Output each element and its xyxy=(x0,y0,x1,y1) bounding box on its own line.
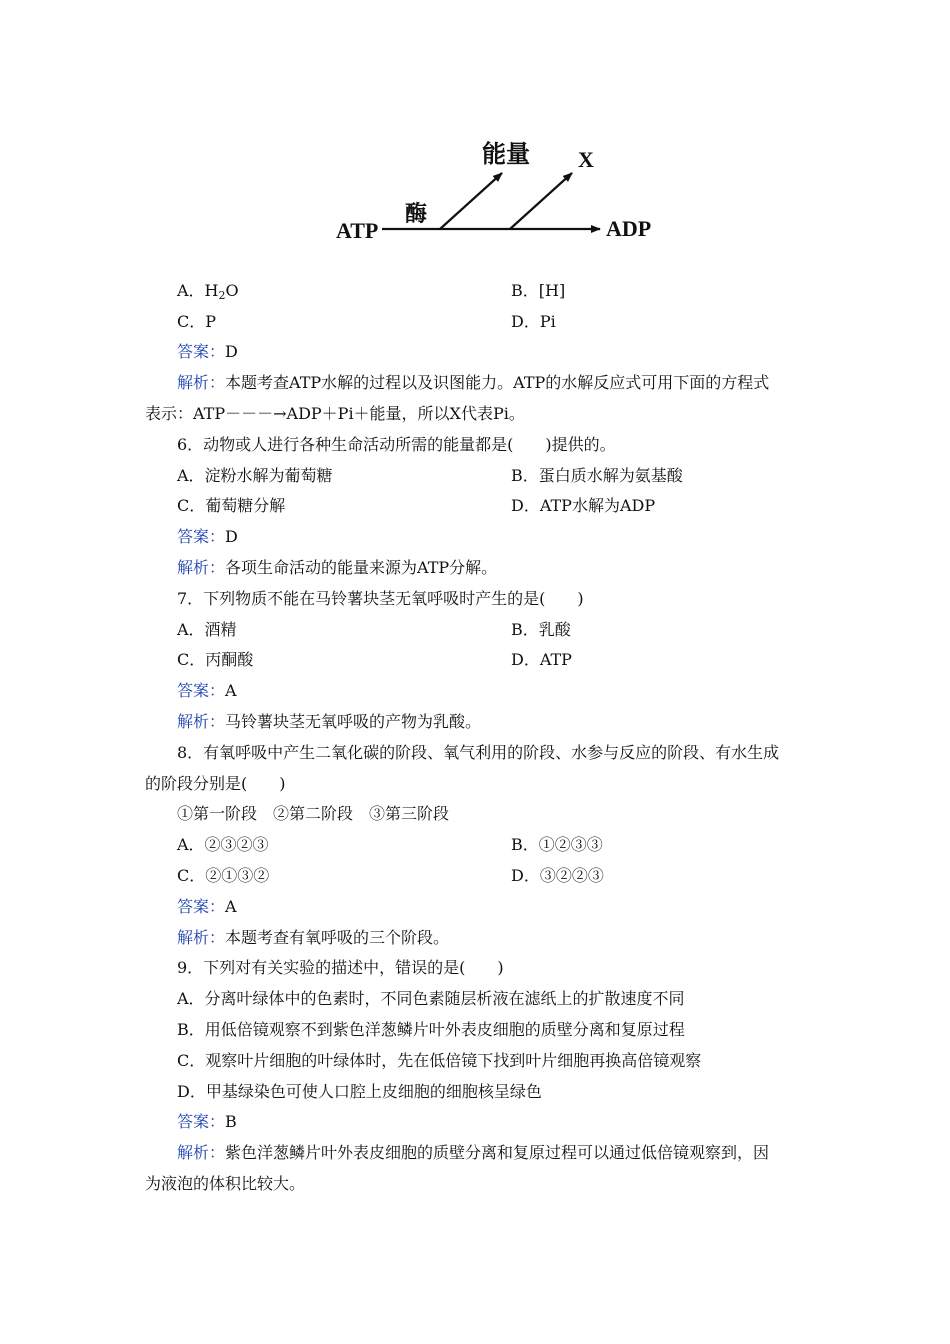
q6-analysis-text: 各项生命活动的能量来源为ATP分解。 xyxy=(225,558,498,577)
q9-answer xyxy=(177,1112,237,1132)
q6-option-a: A．淀粉水解为葡萄糖 xyxy=(177,466,333,485)
q8-stem: 8．有氧呼吸中产生二氧化碳的阶段、氧气利用的阶段、水参与反应的阶段、有水生成 xyxy=(177,743,780,762)
energy-arrow xyxy=(440,173,502,229)
q8-option-c: C．②①③② xyxy=(177,866,270,885)
q5-option-d: D．Pi xyxy=(511,312,556,331)
diagram-adp-label: ADP xyxy=(606,216,652,241)
q7-answer-value: A xyxy=(225,681,237,700)
q5-option-a-suffix: O xyxy=(225,281,239,300)
q9-analysis xyxy=(177,1143,769,1163)
q8-option-b: B．①②③③ xyxy=(511,835,603,854)
q5-analysis xyxy=(177,373,769,393)
q6-analysis-label: 解析： xyxy=(177,558,226,577)
q9-analysis-continued: 为液泡的体积比较大。 xyxy=(145,1174,306,1193)
q6-analysis xyxy=(177,558,497,578)
q5-option-a xyxy=(177,281,239,306)
q7-analysis-label: 解析： xyxy=(177,712,226,731)
q5-option-b: B．[H] xyxy=(511,281,566,300)
q5-analysis-continued: 表示：ATP－－－→ADP＋Pi＋能量，所以X代表Pi。 xyxy=(145,404,525,423)
q8-answer-label: 答案： xyxy=(177,897,226,916)
q8-analysis xyxy=(177,928,449,948)
q8-answer-value: A xyxy=(225,897,237,916)
q9-option-c: C．观察叶片细胞的叶绿体时，先在低倍镜下找到叶片细胞再换高倍镜观察 xyxy=(177,1051,702,1070)
q5-analysis-label: 解析： xyxy=(177,373,226,392)
q6-option-c: C．葡萄糖分解 xyxy=(177,496,286,515)
q9-option-b: B．用低倍镜观察不到紫色洋葱鳞片叶外表皮细胞的质壁分离和复原过程 xyxy=(177,1020,685,1039)
q6-answer-value: D xyxy=(225,527,238,546)
q8-analysis-label: 解析： xyxy=(177,928,226,947)
q7-answer-label: 答案： xyxy=(177,681,226,700)
q7-option-a: A．酒精 xyxy=(177,620,237,639)
q7-option-c: C．丙酮酸 xyxy=(177,650,254,669)
q5-answer-value: D xyxy=(225,342,238,361)
q6-option-d: D．ATP水解为ADP xyxy=(511,496,656,515)
diagram-energy-label: 能量 xyxy=(482,142,530,168)
q5-answer-label: 答案： xyxy=(177,342,226,361)
q9-analysis-label: 解析： xyxy=(177,1143,226,1162)
q7-analysis xyxy=(177,712,481,732)
q8-answer xyxy=(177,897,237,917)
q8-option-d: D．③②②③ xyxy=(511,866,604,885)
q6-stem: 6．动物或人进行各种生命活动所需的能量都是( )提供的。 xyxy=(177,435,616,454)
q5-option-a-subscript: 2 xyxy=(218,289,226,302)
q9-option-a: A．分离叶绿体中的色素时，不同色素随层析液在滤纸上的扩散速度不同 xyxy=(177,989,685,1008)
atp-hydrolysis-diagram xyxy=(330,135,670,255)
q8-stem-continued: 的阶段分别是( ) xyxy=(145,774,286,793)
q7-answer xyxy=(177,681,237,701)
q8-option-a: A．②③②③ xyxy=(177,835,269,854)
q6-answer xyxy=(177,527,238,547)
q9-answer-value: B xyxy=(225,1112,237,1131)
q5-analysis-text: 本题考查ATP水解的过程以及识图能力。ATP的水解反应式可用下面的方程式 xyxy=(225,373,770,392)
q6-option-b: B．蛋白质水解为氨基酸 xyxy=(511,466,683,485)
q9-option-d: D．甲基绿染色可使人口腔上皮细胞的细胞核呈绿色 xyxy=(177,1082,542,1101)
diagram-atp-label: ATP xyxy=(336,218,379,243)
q5-option-a-prefix: A．H xyxy=(177,281,219,300)
diagram-enzyme-label: 酶 xyxy=(405,201,428,226)
diagram-x-label: X xyxy=(578,147,594,172)
q9-answer-label: 答案： xyxy=(177,1112,226,1131)
q5-option-c: C．P xyxy=(177,312,217,331)
q9-analysis-text: 紫色洋葱鳞片叶外表皮细胞的质壁分离和复原过程可以通过低倍镜观察到，因 xyxy=(225,1143,770,1162)
q7-option-d: D．ATP xyxy=(511,650,572,669)
x-arrow xyxy=(510,173,572,229)
q6-answer-label: 答案： xyxy=(177,527,226,546)
q9-stem: 9．下列对有关实验的描述中，错误的是( ) xyxy=(177,958,504,977)
q8-analysis-text: 本题考查有氧呼吸的三个阶段。 xyxy=(225,928,450,947)
q7-option-b: B．乳酸 xyxy=(511,620,571,639)
q7-stem: 7．下列物质不能在马铃薯块茎无氧呼吸时产生的是( ) xyxy=(177,589,584,608)
q7-analysis-text: 马铃薯块茎无氧呼吸的产物为乳酸。 xyxy=(225,712,482,731)
q8-stages: ①第一阶段 ②第二阶段 ③第三阶段 xyxy=(177,804,450,823)
q5-answer xyxy=(177,342,238,362)
